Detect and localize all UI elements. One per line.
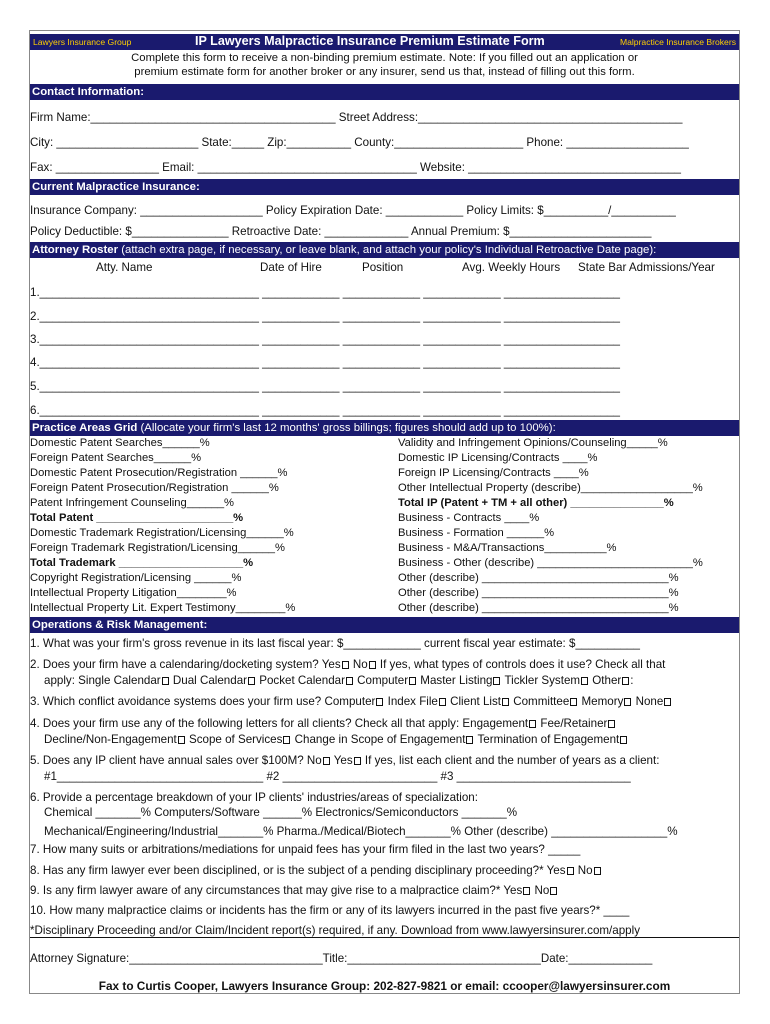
question-4: 4. Does your firm use any of the following letters for all clients? Check all that apply: Engagement Fee/Retainer bbox=[30, 717, 616, 730]
practice-item[interactable]: Domestic Trademark Registration/Licensing______% bbox=[30, 527, 294, 539]
checkbox[interactable] bbox=[162, 677, 169, 685]
practice-item[interactable]: Business - Other (describe) _________________________% bbox=[398, 557, 703, 569]
intro-text: Complete this form to receive a non-binding premium estimate. Note: If you filled out an application or premium estimate form for another broker or any insurer, send us that, instead of filling out this form. bbox=[131, 52, 638, 78]
col-atty-name: Atty. Name bbox=[96, 261, 153, 274]
practice-item[interactable]: Foreign Trademark Registration/Licensing______% bbox=[30, 542, 285, 554]
question-6-line-2[interactable]: Mechanical/Engineering/Industrial_______% Pharma./Medical/Biotech_______% Other (describe) __________________% bbox=[44, 825, 678, 838]
fax-footer: Fax to Curtis Cooper, Lawyers Insurance Group: 202-827-9821 or email: ccooper@lawyersinsurer.com bbox=[98, 979, 671, 993]
checkbox[interactable] bbox=[594, 867, 601, 875]
checkbox[interactable] bbox=[178, 736, 185, 744]
practice-item[interactable]: Business - Formation ______% bbox=[398, 527, 555, 539]
operations-heading: Operations & Risk Management: bbox=[30, 617, 739, 633]
firm-address-row[interactable]: Firm Name:______________________________________ Street Address:_________________________________________ bbox=[30, 111, 683, 124]
note-rule bbox=[30, 937, 739, 938]
roster-heading: Attorney Roster (attach extra page, if necessary, or leave blank, and attach your policy's Individual Retroactive Date page): bbox=[30, 242, 739, 258]
checkbox[interactable] bbox=[342, 661, 349, 669]
checkbox[interactable] bbox=[369, 661, 376, 669]
disciplinary-note: *Disciplinary Proceeding and/or Claim/Incident report(s) required, if any. Download from www.lawyersinsurer.com/apply bbox=[30, 924, 640, 937]
col-weekly-hours: Avg. Weekly Hours bbox=[462, 261, 561, 274]
practice-item[interactable]: Foreign Patent Prosecution/Registration ______% bbox=[30, 482, 279, 494]
practice-item[interactable]: Other (describe) ______________________________% bbox=[398, 572, 679, 584]
practice-heading: Practice Areas Grid (Allocate your firm's last 12 months' gross billings; figures should add up to 100%): bbox=[30, 420, 739, 436]
roster-row[interactable]: 3.__________________________________ ____________ ____________ ____________ __________________ bbox=[30, 333, 620, 346]
practice-item[interactable]: Validity and Infringement Opinions/Counseling_____% bbox=[398, 437, 668, 449]
city-phone-row[interactable]: City: ______________________ State:_____ Zip:__________ County:____________________ Phone: ___________________ bbox=[30, 136, 689, 149]
checkbox[interactable] bbox=[608, 720, 615, 728]
title-bar bbox=[30, 34, 739, 50]
checkbox[interactable] bbox=[622, 677, 629, 685]
practice-item[interactable]: Business - Contracts ____% bbox=[398, 512, 540, 524]
checkbox[interactable] bbox=[502, 698, 509, 706]
question-4-options: Decline/Non-Engagement Scope of Services Change in Scope of Engagement Termination of Engagement bbox=[44, 733, 628, 746]
checkbox[interactable] bbox=[529, 720, 536, 728]
question-10[interactable]: 10. How many malpractice claims or incidents has the firm or any of its lawyers incurred in the past five years?* ____ bbox=[30, 904, 630, 917]
practice-item[interactable]: Foreign IP Licensing/Contracts ____% bbox=[398, 467, 589, 479]
practice-item[interactable]: Other (describe) ______________________________% bbox=[398, 587, 679, 599]
checkbox[interactable] bbox=[354, 757, 361, 765]
question-8: 8. Has any firm lawyer ever been disciplined, or is the subject of a pending disciplinary proceeding?* Yes No bbox=[30, 864, 602, 877]
insurance-row-1[interactable]: Insurance Company: ___________________ Policy Expiration Date: ____________ Policy Limits: $__________/__________ bbox=[30, 204, 676, 217]
checkbox[interactable] bbox=[567, 867, 574, 875]
practice-item[interactable]: Patent Infringement Counseling______% bbox=[30, 497, 235, 509]
checkbox[interactable] bbox=[346, 677, 353, 685]
checkbox[interactable] bbox=[323, 757, 330, 765]
checkbox[interactable] bbox=[466, 736, 473, 744]
checkbox[interactable] bbox=[620, 736, 627, 744]
question-9: 9. Is any firm lawyer aware of any circumstances that may give rise to a malpractice claim?* Yes No bbox=[30, 884, 558, 897]
checkbox[interactable] bbox=[570, 698, 577, 706]
question-7[interactable]: 7. How many suits or arbitrations/mediations for unpaid fees has your firm filed in the last two years? _____ bbox=[30, 843, 581, 856]
question-5: 5. Does any IP client have annual sales over $100M? No Yes If yes, list each client and the number of years as a client: bbox=[30, 754, 660, 767]
checkbox[interactable] bbox=[409, 677, 416, 685]
question-6: 6. Provide a percentage breakdown of your IP clients' industries/areas of specialization: bbox=[30, 791, 478, 804]
checkbox[interactable] bbox=[248, 677, 255, 685]
checkbox[interactable] bbox=[493, 677, 500, 685]
practice-item[interactable]: Domestic IP Licensing/Contracts ____% bbox=[398, 452, 598, 464]
question-2: 2. Does your firm have a calendaring/docketing system? Yes No If yes, what types of controls does it use? Check all that bbox=[30, 658, 666, 671]
checkbox[interactable] bbox=[523, 887, 530, 895]
signature-row[interactable]: Attorney Signature:______________________________Title:______________________________Date:_____________ bbox=[30, 952, 653, 965]
current-insurance-heading: Current Malpractice Insurance: bbox=[30, 179, 739, 195]
roster-row[interactable]: 1.__________________________________ ____________ ____________ ____________ __________________ bbox=[30, 286, 620, 299]
checkbox[interactable] bbox=[581, 677, 588, 685]
question-2-options: apply: Single Calendar Dual Calendar Pocket Calendar Computer Master Listing Tickler System Other : bbox=[44, 674, 634, 687]
col-date-of-hire: Date of Hire bbox=[260, 261, 322, 274]
practice-item[interactable]: Domestic Patent Searches______% bbox=[30, 437, 210, 449]
roster-row[interactable]: 5.__________________________________ ____________ ____________ ____________ __________________ bbox=[30, 380, 620, 393]
total-patent[interactable]: Total Patent ______________________% bbox=[30, 512, 244, 524]
question-3: 3. Which conflict avoidance systems does your firm use? Computer Index File Client List Committee Memory None bbox=[30, 695, 672, 708]
checkbox[interactable] bbox=[283, 736, 290, 744]
practice-item[interactable]: Foreign Patent Searches______% bbox=[30, 452, 202, 464]
checkbox[interactable] bbox=[550, 887, 557, 895]
question-5-clients[interactable]: #1________________________________ #2 ________________________ #3 ___________________________ bbox=[44, 770, 631, 783]
col-position: Position bbox=[362, 261, 404, 274]
roster-row[interactable]: 4.__________________________________ ____________ ____________ ____________ __________________ bbox=[30, 356, 620, 369]
roster-row[interactable]: 6.__________________________________ ____________ ____________ ____________ __________________ bbox=[30, 404, 620, 417]
practice-item[interactable]: Other Intellectual Property (describe)__________________% bbox=[398, 482, 703, 494]
practice-item[interactable]: Copyright Registration/Licensing ______% bbox=[30, 572, 242, 584]
insurance-row-2[interactable]: Policy Deductible: $_______________ Retroactive Date: _____________ Annual Premium: $______________________ bbox=[30, 225, 652, 238]
practice-item[interactable]: Other (describe) ______________________________% bbox=[398, 602, 679, 614]
question-6-line-1[interactable]: Chemical _______% Computers/Software ______% Electronics/Semiconductors _______% bbox=[44, 806, 518, 819]
roster-row[interactable]: 2.__________________________________ ____________ ____________ ____________ __________________ bbox=[30, 310, 620, 323]
question-1[interactable]: 1. What was your firm's gross revenue in its last fiscal year: $____________ current fiscal year estimate: $__________ bbox=[30, 637, 640, 650]
contact-heading: Contact Information: bbox=[30, 84, 739, 100]
practice-item[interactable]: Intellectual Property Litigation________% bbox=[30, 587, 237, 599]
company-name: Lawyers Insurance Group bbox=[33, 37, 132, 47]
practice-item[interactable]: Business - M&A/Transactions__________% bbox=[398, 542, 617, 554]
checkbox[interactable] bbox=[664, 698, 671, 706]
total-ip[interactable]: Total IP (Patent + TM + all other) _______________% bbox=[398, 497, 674, 509]
checkbox[interactable] bbox=[439, 698, 446, 706]
brokers-label: Malpractice Insurance Brokers bbox=[619, 37, 736, 47]
practice-item[interactable]: Intellectual Property Lit. Expert Testimony________% bbox=[30, 602, 296, 614]
practice-item[interactable]: Domestic Patent Prosecution/Registration ______% bbox=[30, 467, 288, 479]
fax-email-row[interactable]: Fax: ________________ Email: __________________________________ Website: _________________________________ bbox=[30, 161, 681, 174]
col-bar-admissions: State Bar Admissions/Year bbox=[578, 261, 715, 274]
checkbox[interactable] bbox=[376, 698, 383, 706]
form-title: IP Lawyers Malpractice Insurance Premium Estimate Form bbox=[195, 34, 545, 48]
checkbox[interactable] bbox=[624, 698, 631, 706]
total-trademark[interactable]: Total Trademark ____________________% bbox=[30, 557, 254, 569]
